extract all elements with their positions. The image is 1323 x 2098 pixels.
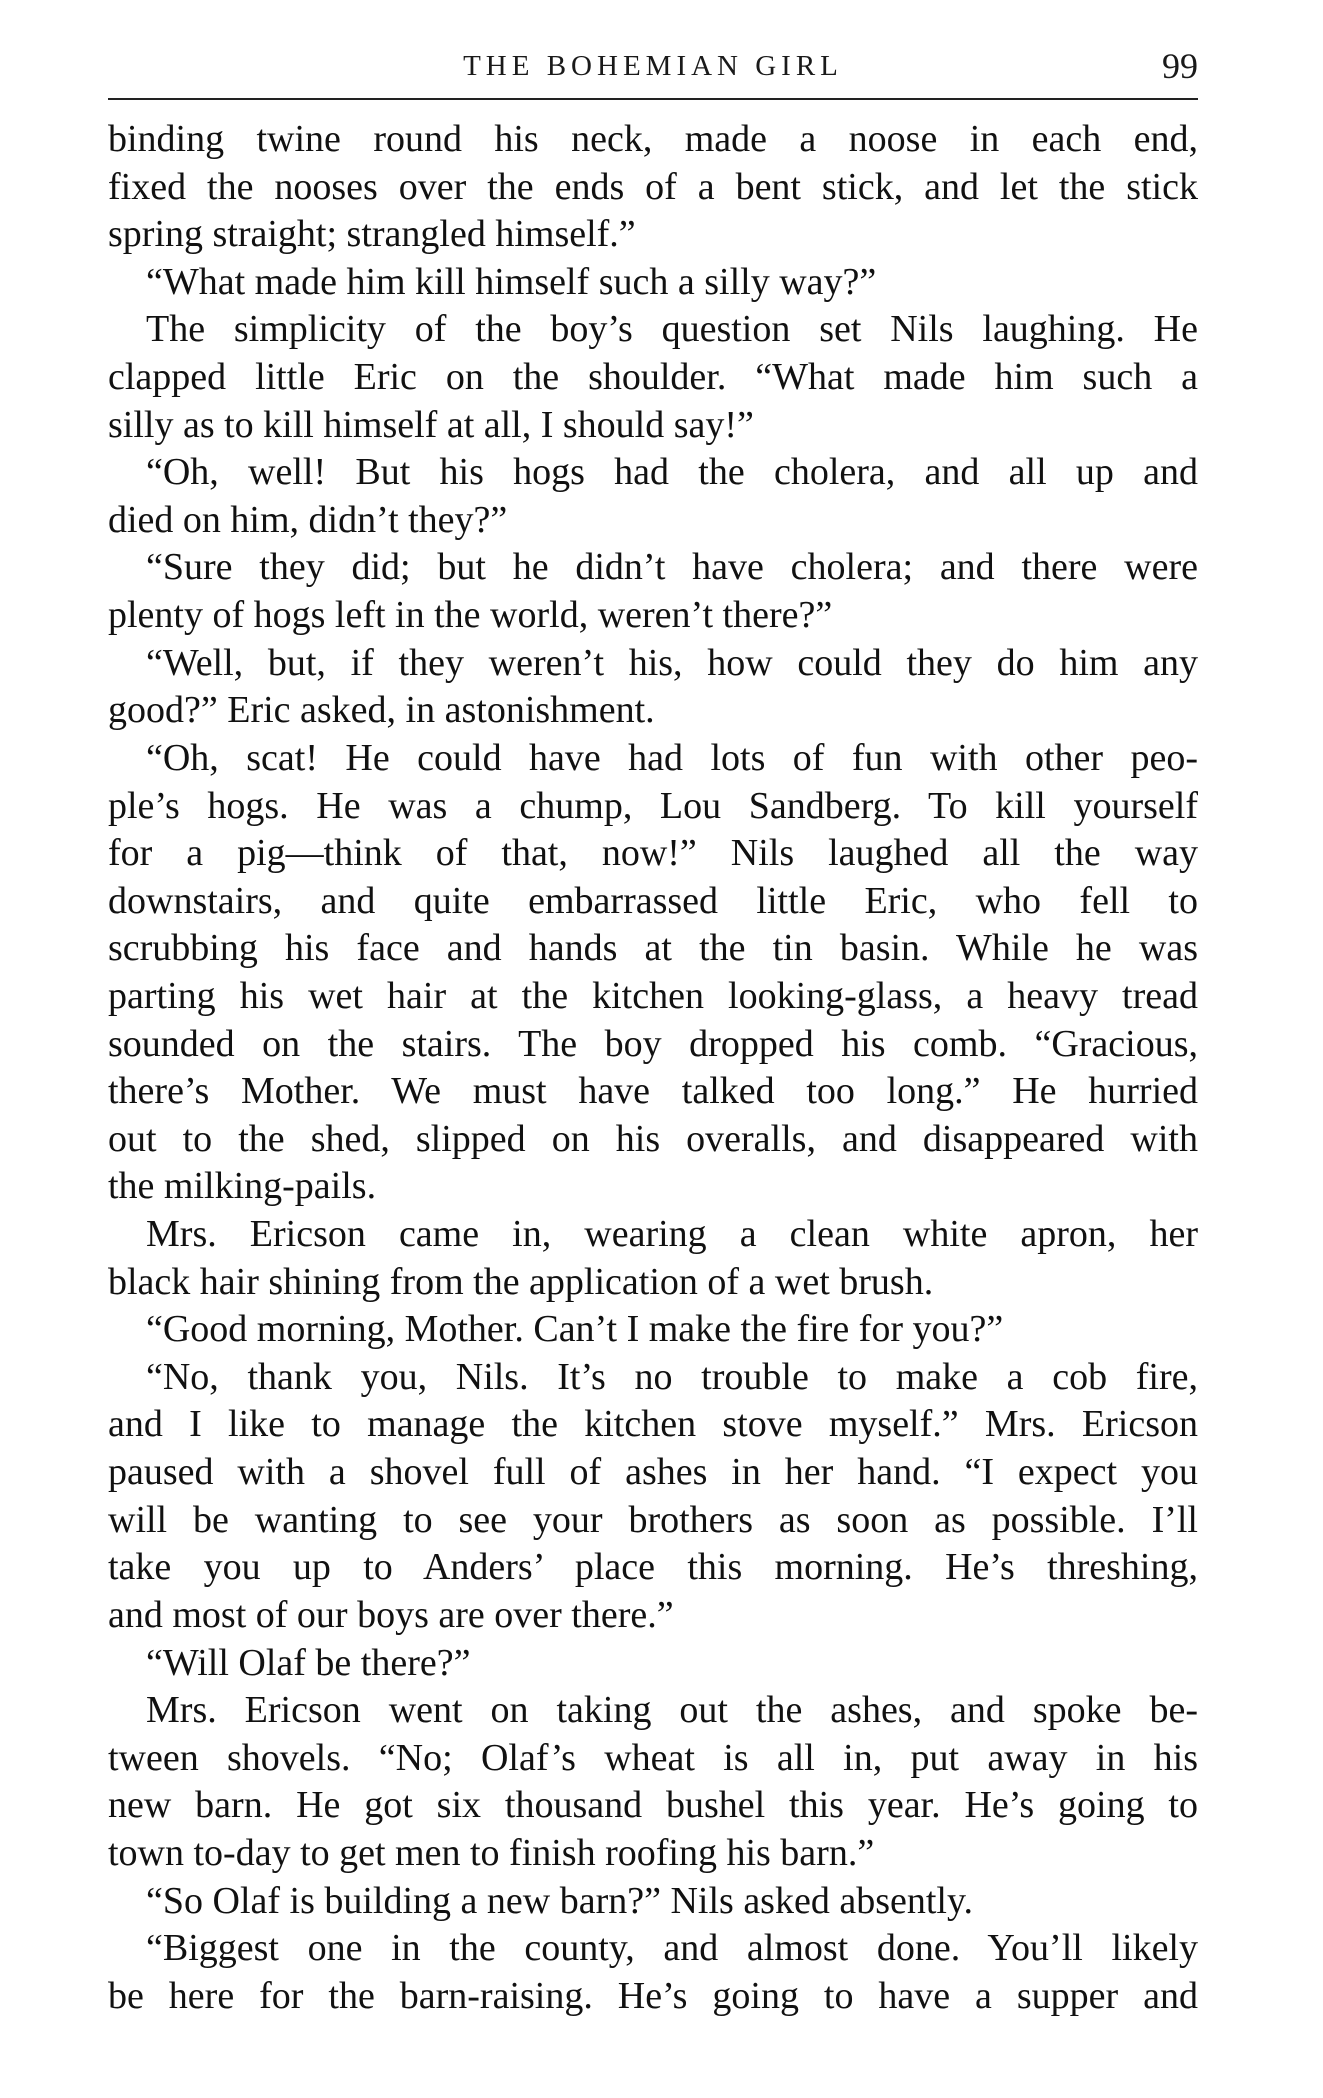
text-line: scrubbing his face and hands at the tin basin. While he was bbox=[108, 927, 1198, 970]
text-line: and most of our boys are over there.” bbox=[108, 1593, 674, 1636]
text-line: plenty of hogs left in the world, weren’t there?” bbox=[108, 594, 833, 637]
text-line: be here for the barn-raising. He’s going to have a supper and bbox=[108, 1974, 1198, 2017]
text-line: Mrs. Ericson went on taking out the ashes, and spoke be- bbox=[146, 1689, 1198, 1732]
text-line: “So Olaf is building a new barn?” Nils asked absently. bbox=[146, 1879, 974, 1922]
text-line: will be wanting to see your brothers as soon as possible. I’ll bbox=[108, 1498, 1198, 1541]
text-line: good?” Eric asked, in astonishment. bbox=[108, 689, 655, 732]
text-line: take you up to Anders’ place this morning. He’s threshing, bbox=[108, 1546, 1198, 1589]
text-line: out to the shed, slipped on his overalls, and disappeared with bbox=[108, 1117, 1198, 1160]
text-line: “Will Olaf be there?” bbox=[146, 1641, 471, 1684]
text-line: downstairs, and quite embarrassed little Eric, who fell to bbox=[108, 879, 1198, 922]
text-line: “Well, but, if they weren’t his, how could they do him any bbox=[146, 641, 1198, 684]
running-header bbox=[108, 40, 1198, 92]
text-line: for a pig—think of that, now!” Nils laughed all the way bbox=[108, 832, 1198, 875]
text-line: “Oh, scat! He could have had lots of fun with other peo- bbox=[146, 736, 1198, 779]
text-line: “Good morning, Mother. Can’t I make the fire for you?” bbox=[146, 1308, 1004, 1351]
page-number: 99 bbox=[1162, 46, 1198, 86]
text-line: “Sure they did; but he didn’t have cholera; and there were bbox=[146, 546, 1198, 589]
text-line: “Biggest one in the county, and almost done. You’ll likely bbox=[146, 1927, 1198, 1970]
text-line: fixed the nooses over the ends of a bent stick, and let the stick bbox=[108, 165, 1198, 208]
text-line: tween shovels. “No; Olaf’s wheat is all in, put away in his bbox=[108, 1736, 1198, 1779]
header-rule bbox=[108, 98, 1198, 100]
text-line: sounded on the stairs. The boy dropped his comb. “Gracious, bbox=[108, 1022, 1198, 1065]
text-line: “What made him kill himself such a silly way?” bbox=[146, 260, 877, 303]
text-line: there’s Mother. We must have talked too long.” He hurried bbox=[108, 1070, 1198, 1113]
text-line: “No, thank you, Nils. It’s no trouble to make a cob fire, bbox=[146, 1355, 1198, 1398]
text-line: Mrs. Ericson came in, wearing a clean white apron, her bbox=[146, 1213, 1198, 1256]
text-line: parting his wet hair at the kitchen looking-glass, a heavy tread bbox=[108, 974, 1198, 1017]
text-line: “Oh, well! But his hogs had the cholera, and all up and bbox=[146, 451, 1198, 494]
text-line: paused with a shovel full of ashes in her hand. “I expect you bbox=[108, 1451, 1198, 1494]
text-line: spring straight; strangled himself.” bbox=[108, 213, 636, 256]
text-line: and I like to manage the kitchen stove myself.” Mrs. Ericson bbox=[108, 1403, 1198, 1446]
text-line: new barn. He got six thousand bushel this year. He’s going to bbox=[108, 1784, 1198, 1827]
text-line: the milking-pails. bbox=[108, 1165, 377, 1208]
text-line: ple’s hogs. He was a chump, Lou Sandberg. To kill yourself bbox=[108, 784, 1198, 827]
text-line: silly as to kill himself at all, I should say!” bbox=[108, 403, 754, 446]
body-text bbox=[108, 116, 1198, 2020]
text-line: black hair shining from the application of a wet brush. bbox=[108, 1260, 934, 1303]
running-title: THE BOHEMIAN GIRL bbox=[463, 50, 843, 82]
text-line: The simplicity of the boy’s question set Nils laughing. He bbox=[146, 308, 1198, 351]
text-line: town to-day to get men to finish roofing his barn.” bbox=[108, 1831, 875, 1874]
text-line: died on him, didn’t they?” bbox=[108, 498, 508, 541]
text-line: clapped little Eric on the shoulder. “What made him such a bbox=[108, 356, 1198, 399]
text-line: binding twine round his neck, made a noose in each end, bbox=[108, 118, 1198, 160]
